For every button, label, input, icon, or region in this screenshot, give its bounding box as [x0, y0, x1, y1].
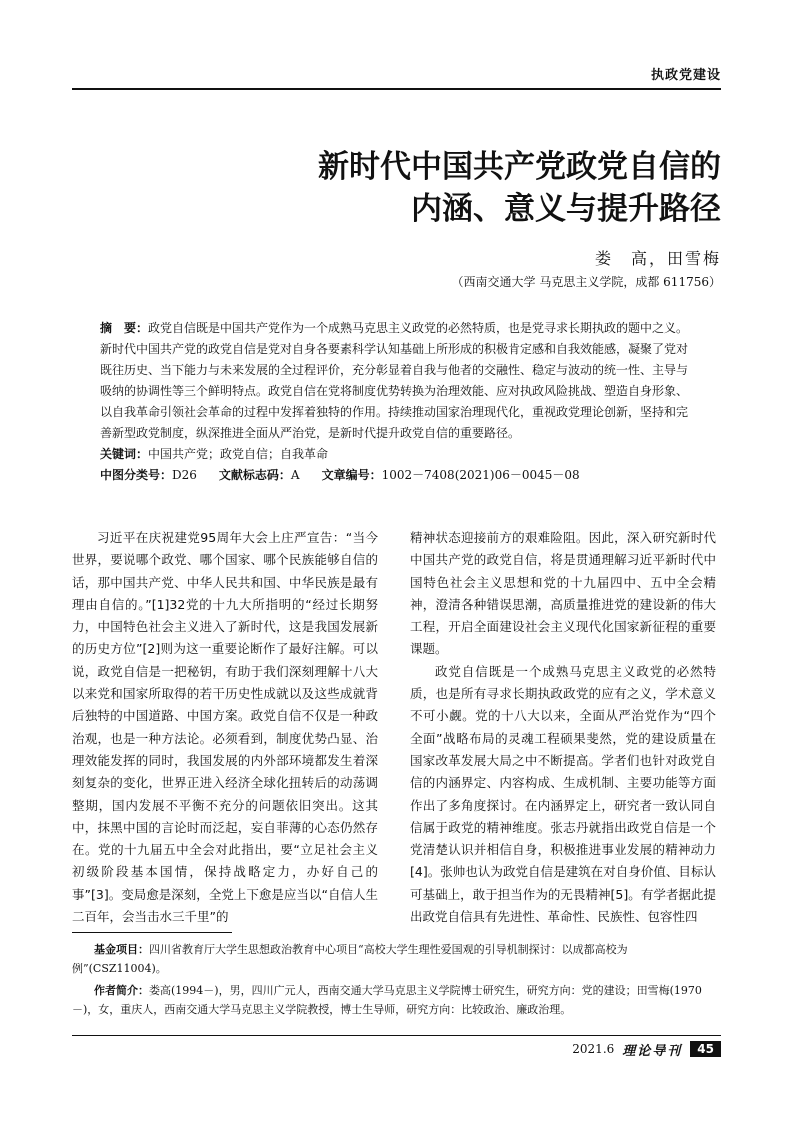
abstract-text: 政党自信既是中国共产党作为一个成熟马克思主义政党的必然特质，也是党寻求长期执政的题中之义。新时代中国共产党的政党自信是党对自身各要素科学认知基础上所形成的积极肯定感和自我效能感，凝聚了党对既往历史、当下能力与未来发展的全过程评价，充分彰显着自我与他者的交融性、稳定与波动的统一性、主导与吸纳的协调性等三个鲜明特点。政党自信在党将制度优势转换为治理效能、应对执政风险挑战、塑造自身形象、以自我革命引领社会革命的过程中发挥着独特的作用。持续推动国家治理现代化，重视政党理论创新，坚持和完善新型政党制度，纵深推进全面从严治党，是新时代提升政党自信的重要路径。: [100, 321, 689, 440]
footnote-rule: [72, 932, 232, 933]
author-bio-text: 娄高(1994－)，男，四川广元人，西南交通大学马克思主义学院博士研究生，研究方向：党的建设；田雪梅(1970－)，女，重庆人，西南交通大学马克思主义学院教授，博士生导师，研究方向：比较政治、廉政治理。: [72, 984, 702, 1016]
title-line-2: 内涵、意义与提升路径: [411, 191, 721, 227]
issue-number: 2021.6: [572, 1042, 615, 1056]
author-note: [72, 981, 721, 1019]
keywords-label: 关键词：: [100, 447, 149, 461]
page-number: 45: [690, 1041, 721, 1057]
author-bio-label: 作者简介：: [94, 984, 149, 997]
doc-code-label: 文献标志码：: [218, 468, 291, 482]
clc-label: 中图分类号：: [100, 468, 173, 482]
section-tag: 执政党建设: [650, 68, 721, 83]
article-number-label: 文章编号：: [321, 468, 382, 482]
body-column-right: [410, 527, 716, 928]
keywords: [100, 444, 697, 465]
page-footer: [572, 1039, 721, 1059]
fund-note: [72, 940, 721, 978]
abstract: [100, 318, 697, 444]
body-column-left: [72, 527, 378, 928]
body-paragraph: 习近平在庆祝建党95周年大会上庄严宣告：“当今世界，要说哪个政党、哪个国家、哪个民族能够自信的话，那中国共产党、中华人民共和国、中华民族是最有理由自信的。”[1]32党的十九大所指明的“经过长期努力，中国特色社会主义进入了新时代，这是我国发展新的历史方位”[2]则为这一重要论断作了最好注解。可以说，政党自信是一把秘钥，有助于我们深刻理解十八大以来党和国家所取得的若干历史性成就以及这些成就背后独特的中国道路、中国方案。政党自信不仅是一种政治观，也是一种方法论。必须看到，制度优势凸显、治理效能发挥的同时，我国发展的内外部环境都发生着深刻复杂的变化，世界正进入经济全球化扭转后的动荡调整期，国内发展不平衡不充分的问题依旧突出。这其中，抹黑中国的言论时而泛起，妄自菲薄的心态仍然存在。党的十九届五中全会对此指出，要“立足社会主义初级阶段基本国情，保持战略定力，办好自己的事”[3]。变局愈是深刻，全党上下愈是应当以“自信人生二百年，会当击水三千里”的: [72, 530, 378, 925]
top-rule: [72, 88, 721, 90]
fund-label: 基金项目：: [94, 943, 149, 956]
body-paragraph: 精神状态迎接前方的艰难险阻。因此，深入研究新时代中国共产党的政党自信，将是贯通理解习近平新时代中国特色社会主义思想和党的十九届四中、五中全会精神，澄清各种错误思潮，高质量推进党的建设新的伟大工程，开启全面建设社会主义现代化国家新征程的重要课题。: [410, 530, 716, 657]
classification-line: [100, 465, 697, 486]
clc-value: D26: [172, 468, 197, 482]
footnotes: [72, 940, 721, 1022]
affiliation: （西南交通大学 马克思主义学院，成都 611756）: [451, 275, 721, 289]
doc-code-value: A: [290, 468, 300, 482]
keywords-text: 中国共产党；政党自信；自我革命: [148, 447, 329, 461]
article-title: [318, 146, 721, 230]
fund-text: 四川省教育厅大学生思想政治教育中心项目“高校大学生理性爱国观的引导机制探讨：以成都高校为例”(CSZ11004)。: [72, 943, 628, 975]
authors: 娄 高，田雪梅: [594, 249, 721, 268]
journal-name: 理论导刊: [622, 1043, 683, 1059]
body-paragraph: 政党自信既是一个成熟马克思主义政党的必然特质，也是所有寻求长期执政政党的应有之义，学术意义不可小觑。党的十八大以来，全面从严治党作为“四个全面”战略布局的灵魂工程硕果斐然，党的建设质量在国家改革发展大局之中不断提高。学者们也针对政党自信的内涵界定、内容构成、生成机制、主要功能等方面作出了多角度探讨。在内涵界定上，研究者一致认同自信属于政党的精神维度。张志丹就指出政党自信是一个党清楚认识并相信自身，积极推进事业发展的精神动力[4]。张帅也认为政党自信是建筑在对自身价值、目标认可基础上，敢于担当作为的无畏精神[5]。有学者据此提出政党自信具有先进性、革命性、民族性、包容性四: [410, 663, 716, 925]
bottom-rule: [72, 1035, 721, 1036]
abstract-label: 摘 要：: [100, 321, 149, 335]
abstract-block: [100, 318, 697, 486]
article-number-value: 1002－7408(2021)06－0045－08: [381, 468, 580, 482]
title-line-1: 新时代中国共产党政党自信的: [318, 149, 721, 185]
